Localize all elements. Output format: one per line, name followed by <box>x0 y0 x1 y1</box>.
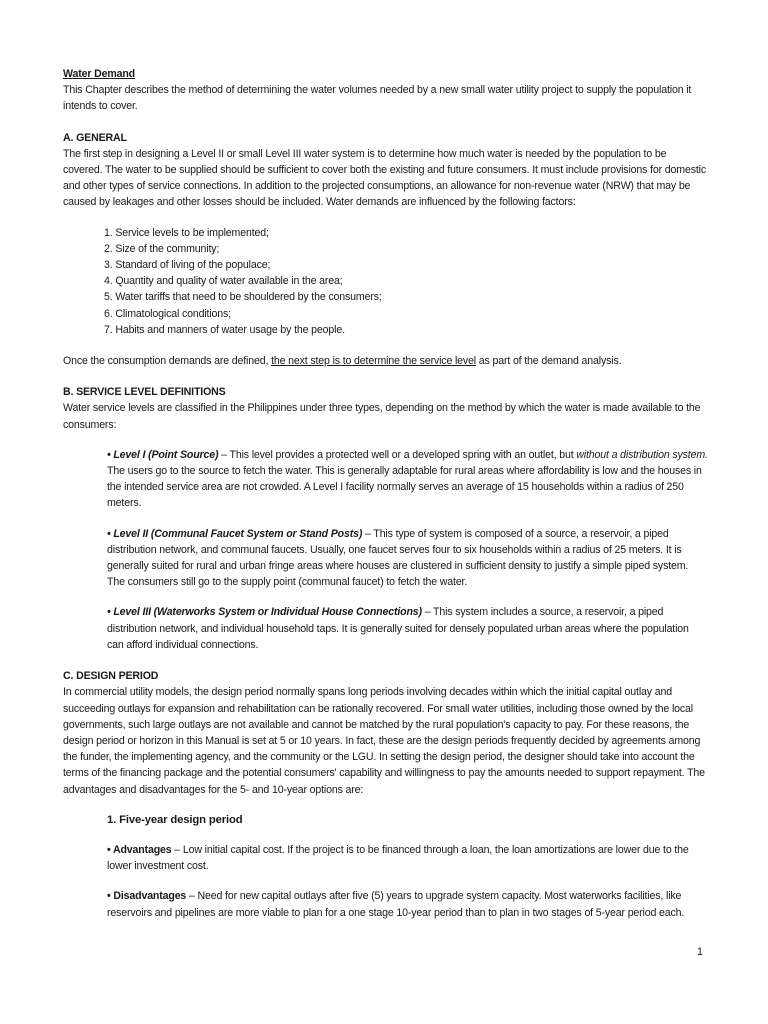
level-2-paragraph <box>107 526 708 591</box>
level-1-lead: • Level I (Point Source) <box>107 448 219 461</box>
list-item: 4. Quantity and quality of water available in the area; <box>104 275 343 288</box>
level-2-lead: • Level II (Communal Faucet System or Stand Posts) <box>107 527 363 540</box>
five-year-heading: 1. Five-year design period <box>107 813 243 826</box>
page-number: 1 <box>697 946 703 958</box>
closing-underlined-text: the next step is to determine the service level <box>271 355 477 368</box>
list-item: 1. Service levels to be implemented; <box>104 226 269 239</box>
intro-paragraph: This Chapter describes the method of determining the water volumes needed by a new small water utility project to supply the population it intends to cover. <box>63 84 692 113</box>
level-3-lead: • Level III (Waterworks System or Individual House Connections) <box>107 606 422 619</box>
level-1-text-a: – This level provides a protected well or a developed spring with an outlet, but <box>218 448 577 461</box>
advantages-paragraph <box>107 842 708 874</box>
level-1-text-b: The users go to the source to fetch the water. This is generally adaptable for rural areas where affordability is low and the houses in the intended service area are not crowded. A Level I facility normally serves an average of 15 households within a radius of 250 meters. <box>107 465 702 510</box>
list-item: 6. Climatological conditions; <box>104 307 231 320</box>
list-item: 5. Water tariffs that need to be shouldered by the consumers; <box>104 291 382 304</box>
factors-list <box>63 225 708 338</box>
section-c-body: In commercial utility models, the design period normally spans long periods involving decades within which the initial capital outlay and succeeding outlays for expansion and rehabilitation can be rationally recovered. For small water utilities, including those owned by the local governments, such large outlays are not available and cannot be matched by the rural population's capacity to pay. For these reasons, the design period or horizon in this Manual is set at 5 or 10 years. In fact, these are the design periods frequently decided by agreements among the funder, the implementing agency, and the community or the LGU. In setting the design period, the designer should take into account the terms of the financing package and the potential consumers' capability and willingness to pay the amounts needed to support repayment. The advantages and disadvantages for the 5- and 10-year options are: <box>63 686 705 796</box>
section-a-body: The first step in designing a Level II or small Level III water system is to determine how much water is needed by the population to be covered. The water to be supplied should be sufficient to cover both the existing and future consumers. It must include provisions for domestic and other types of service connections. In addition to the projected consumptions, an allowance for non-revenue water (NRW) that may be caused by leakages and other losses should be included. Water demands are influenced by the following factors: <box>63 147 706 209</box>
closing-text-pre: Once the consumption demands are defined, <box>63 355 272 368</box>
disadvantages-paragraph <box>107 888 708 920</box>
disadvantages-lead: • Disadvantages <box>107 890 187 903</box>
section-a-heading: A. GENERAL <box>63 131 127 144</box>
advantages-text: – Low initial capital cost. If the project is to be financed through a loan, the loan amortizations are lower due to the lower investment cost. <box>107 843 689 873</box>
document-page <box>63 66 708 921</box>
list-item: 2. Size of the community; <box>104 242 220 255</box>
closing-text-post: as part of the demand analysis. <box>476 355 622 368</box>
section-b-body: Water service levels are classified in the Philippines under three types, depending on the method by which the water is made available to the consumers: <box>63 402 701 431</box>
list-item: 7. Habits and manners of water usage by the people. <box>104 323 345 336</box>
section-a-closing <box>63 353 708 369</box>
level-1-italic: without a distribution system. <box>576 448 708 461</box>
advantages-lead: • Advantages <box>107 843 172 856</box>
section-c-heading: C. DESIGN PERIOD <box>63 670 159 683</box>
disadvantages-text: – Need for new capital outlays after five (5) years to upgrade system capacity. Most waterworks facilities, like reservoirs and pipelines are more viable to plan for a one stage 10-year period than to plan in two stages of 5-year period each. <box>107 890 685 919</box>
level-3-text: – This system includes a source, a reservoir, a piped distribution network, and individual household taps. It is generally suited for densely populated urban areas where the population can afford individual connections. <box>107 606 689 651</box>
document-title: Water Demand <box>63 68 135 80</box>
section-b-heading: B. SERVICE LEVEL DEFINITIONS <box>63 386 226 399</box>
list-item: 3. Standard of living of the populace; <box>104 259 271 272</box>
level-1-paragraph <box>107 447 708 512</box>
level-3-paragraph <box>107 604 708 653</box>
level-2-text: – This type of system is composed of a source, a reservoir, a piped distribution network, and communal faucets. Usually, one faucet serves four to six households within a radius of 25 meters. It is generally suited for rural and urban fringe areas where houses are clustered in sufficient density to justify a simple piped system. The consumers still go to the supply point (communal faucet) to fetch the water. <box>107 527 689 589</box>
